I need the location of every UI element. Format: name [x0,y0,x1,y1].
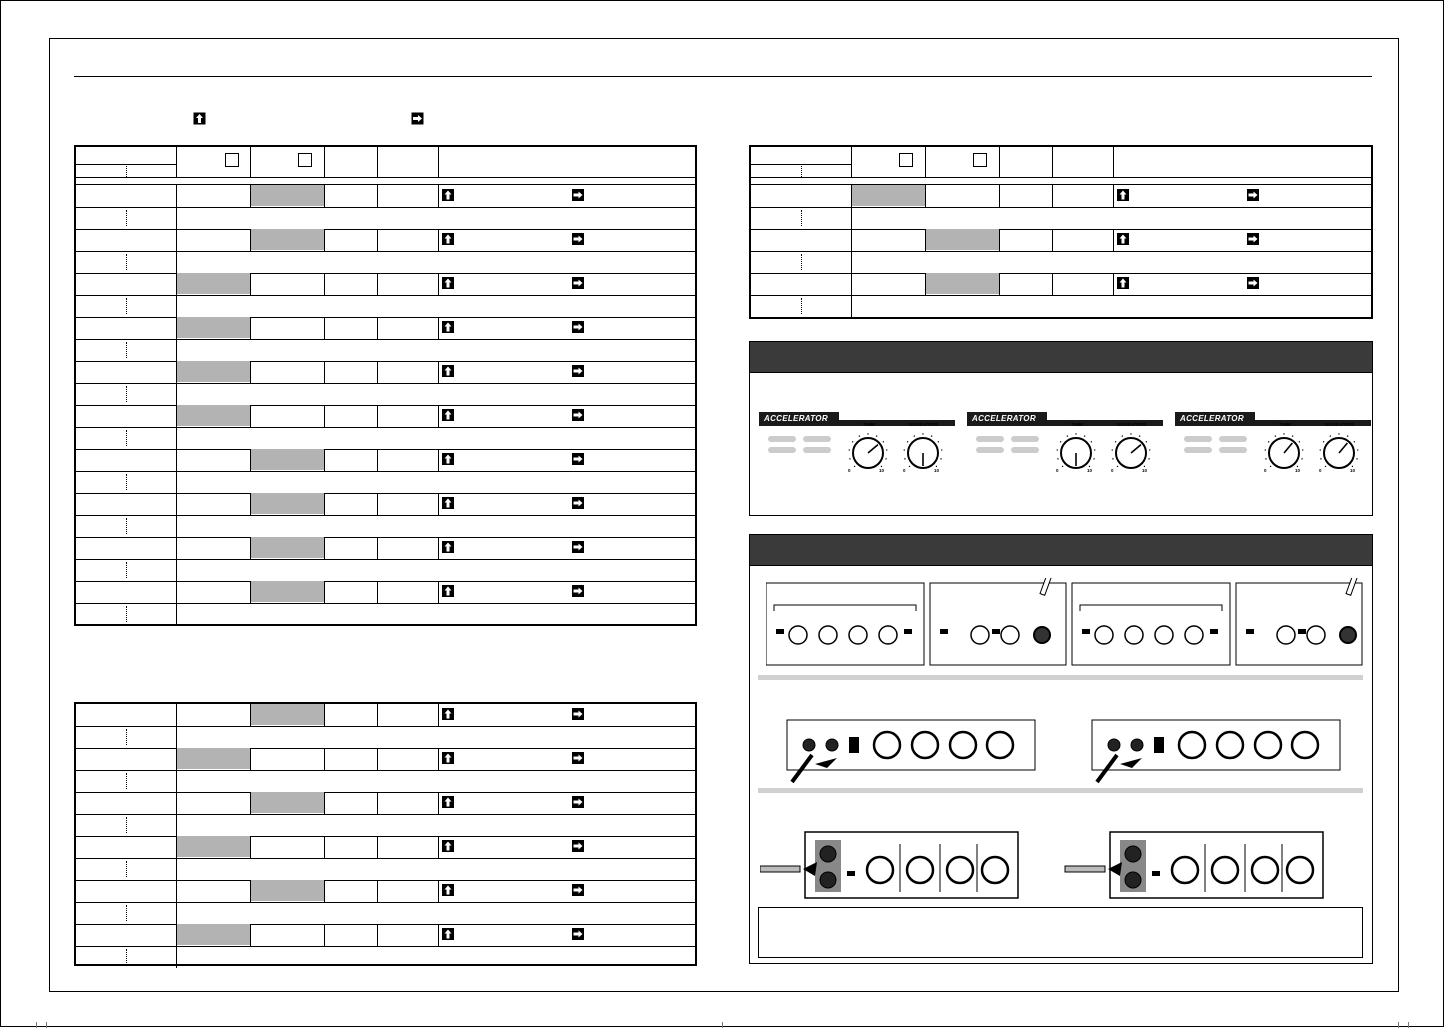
accelerator-unit [759,412,959,482]
knob-min-label: 0 [1319,468,1322,473]
shaded-cell [177,836,250,857]
arrow-right-icon [572,928,584,940]
shaded-cell [177,405,250,426]
divider-bar-2 [758,788,1363,793]
shaded-cell [251,581,324,602]
note-box [758,907,1363,958]
crop-mark [36,1022,37,1028]
arrow-right-icon [572,453,584,465]
arrow-up-icon [442,884,454,896]
arrow-up-icon [442,752,454,764]
arrow-up-icon [442,365,454,377]
arrow-up-icon [442,497,454,509]
arrow-right-icon [572,365,584,377]
shaded-cell [251,537,324,558]
connection-panel-header [750,535,1372,566]
led-pill [976,447,1004,453]
divider-bar [758,675,1363,680]
shaded-cell [251,704,324,725]
arrow-up-icon [442,409,454,421]
shaded-cell [251,185,324,206]
arrow-up-icon [442,277,454,289]
arrow-right-icon [572,321,584,333]
checkbox-square [225,153,239,167]
led-pill [803,447,831,453]
arrow-up-icon [442,541,454,553]
header-rule [74,76,1372,77]
led-pill [1184,436,1212,442]
arrow-up-icon [442,796,454,808]
led-pill [768,436,796,442]
shaded-cell [251,880,324,901]
arrow-up-icon [193,112,206,125]
arrow-right-icon [411,112,424,125]
arrow-up-icon [442,928,454,940]
shaded-cell [177,361,250,382]
arrow-up-icon [442,233,454,245]
shaded-cell [177,748,250,769]
amp-input-panel-diagram [765,712,1365,790]
solid-state-label: SOLID STATE [1325,422,1355,427]
accelerator-unit [1175,412,1375,482]
shaded-cell [177,273,250,294]
arrow-right-icon [572,497,584,509]
amp-front-panel-diagram [766,578,1366,670]
arrow-right-icon [572,233,584,245]
arrow-up-icon [442,453,454,465]
arrow-up-icon [442,321,454,333]
accelerator-panel-header [750,342,1372,373]
shaded-cell [177,317,250,338]
accelerator-unit [967,412,1167,482]
amp-jack-panel-diagram [760,828,1360,900]
accelerator-brand-label: ACCELERATOR [967,412,1047,426]
knob-max-label: 10 [934,468,940,473]
arrow-right-icon [1247,233,1259,245]
shaded-cell [926,273,999,294]
tube-label: TUBE [863,422,876,427]
led-pill [1219,447,1247,453]
led-pill [768,447,796,453]
crop-mark [1398,1022,1399,1028]
accelerator-panel [749,341,1373,516]
led-pill [1219,436,1247,442]
arrow-right-icon [572,541,584,553]
crop-mark [1408,1022,1409,1028]
arrow-up-icon [1117,233,1129,245]
crop-mark [46,1022,47,1028]
arrow-right-icon [572,884,584,896]
shaded-cell [926,229,999,250]
right-patch-table [749,145,1373,319]
knob-max-label: 10 [1350,468,1356,473]
accelerator-brand-label: ACCELERATOR [1175,412,1255,426]
arrow-right-icon [1247,277,1259,289]
arrow-up-icon [442,708,454,720]
solid-state-label: SOLID STATE [1117,422,1147,427]
accelerator-brand-label: ACCELERATOR [759,412,839,426]
knob-max-label: 10 [879,468,885,473]
shaded-cell [251,449,324,470]
arrow-right-icon [572,840,584,852]
arrow-right-icon [572,277,584,289]
tube-label: TUBE [1071,422,1084,427]
shaded-cell [177,924,250,945]
knob-max-label: 10 [1142,468,1148,473]
led-pill [803,436,831,442]
knob-min-label: 0 [1056,468,1059,473]
led-pill [976,436,1004,442]
arrow-right-icon [572,796,584,808]
led-pill [1184,447,1212,453]
knob-min-label: 0 [1111,468,1114,473]
arrow-up-icon [1117,277,1129,289]
crop-mark [722,1022,723,1028]
checkbox-square [973,153,987,167]
arrow-right-icon [572,585,584,597]
arrow-up-icon [1117,189,1129,201]
left-bottom-patch-table [74,702,697,966]
knob-min-label: 0 [848,468,851,473]
led-pill [1011,436,1039,442]
arrow-up-icon [442,840,454,852]
arrow-up-icon [442,585,454,597]
checkbox-square [298,153,312,167]
tube-label: TUBE [1279,422,1292,427]
shaded-cell [852,185,925,206]
left-patch-table [74,145,697,626]
knob-min-label: 0 [1264,468,1267,473]
solid-state-label: SOLID STATE [909,422,939,427]
arrow-right-icon [572,752,584,764]
arrow-right-icon [572,409,584,421]
checkbox-square [899,153,913,167]
shaded-cell [251,493,324,514]
shaded-cell [251,229,324,250]
arrow-right-icon [572,189,584,201]
arrow-right-icon [572,708,584,720]
shaded-cell [251,792,324,813]
knob-max-label: 10 [1087,468,1093,473]
knob-max-label: 10 [1295,468,1301,473]
knob-min-label: 0 [903,468,906,473]
arrow-up-icon [442,189,454,201]
arrow-right-icon [1247,189,1259,201]
led-pill [1011,447,1039,453]
